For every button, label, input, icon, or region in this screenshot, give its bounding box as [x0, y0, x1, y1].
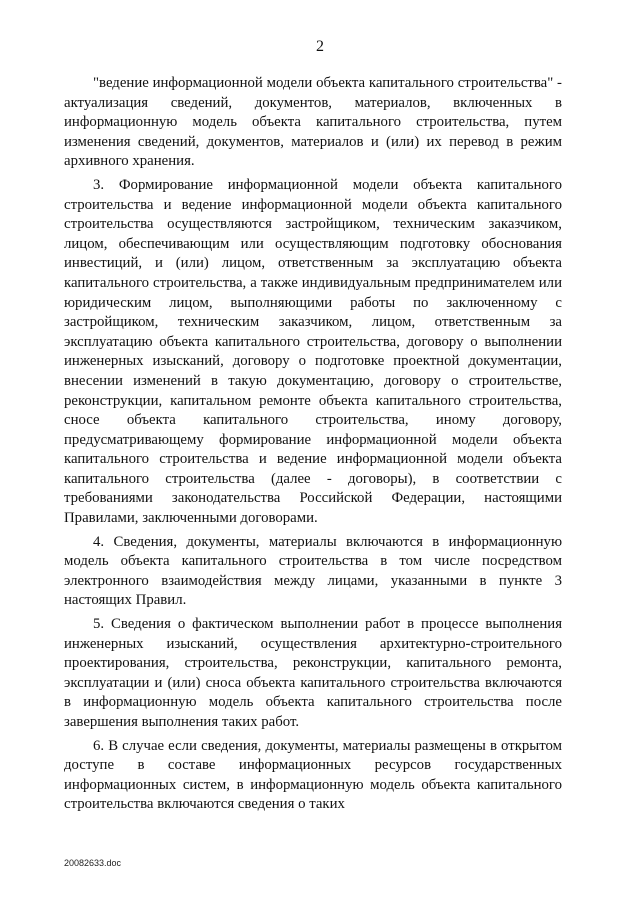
- document-body: [64, 74, 562, 815]
- footer-file-code: 20082633.doc: [64, 858, 122, 868]
- paragraph-5: 5. Сведения о фактическом выполнении работ в процессе выполнения инженерных изысканий, осуществления архитектурно-строительного проектирования, строительства, реконструкции, капитального ремонта, эксплуатации и (или) сноса объекта капитального строительства включаются в информационную модель объекта капитального строительства после завершения выполнения таких работ.: [64, 616, 562, 730]
- paragraph-4: 4. Сведения, документы, материалы включаются в информационную модель объекта капитального строительства в том числе посредством электронного взаимодействия между лицами, указанными в пункте 3 настоящих Правил.: [64, 533, 562, 609]
- page-number: 2: [316, 38, 324, 55]
- paragraph-3: 3. Формирование информационной модели объекта капитального строительства и ведение информационной модели объекта капитального строительства осуществляются застройщиком, техническим заказчиком, лицом, обеспечивающим или осуществляющим подготовку обоснования инвестиций, и (или) лицом, ответственным за эксплуатацию объекта капитального строительства, а также индивидуальным предпринимателем или юридическим лицом, выполняющими работы по заключенному с застройщиком, техническим заказчиком, лицом, ответственным за эксплуатацию объекта капитального строительства, договору о выполнении инженерных изысканий, договору о подготовке проектной документации, внесении изменений в такую документацию, договору о строительстве, реконструкции, капитальном ремонте объекта капитального строительства, сносе объекта капитального строительства, иному договору, предусматривающему формирование информационной модели объекта капитального строительства и ведение информационной модели объекта капитального строительства (далее - договоры), в соответствии с требованиями законодательства Российской Федерации, настоящими Правилами, заключенными договорами.: [64, 176, 562, 527]
- paragraph-6: 6. В случае если сведения, документы, материалы размещены в открытом доступе в составе информационных ресурсов государственных информационных систем, в информационную модель объекта капитального строительства включаются сведения о таких: [64, 737, 562, 813]
- paragraph-definition: "ведение информационной модели объекта капитального строительства" - актуализация сведений, документов, материалов, включенных в информационную модель объекта капитального строительства, путем изменения сведений, документов, материалов и (или) их перевод в режим архивного хранения.: [64, 75, 562, 170]
